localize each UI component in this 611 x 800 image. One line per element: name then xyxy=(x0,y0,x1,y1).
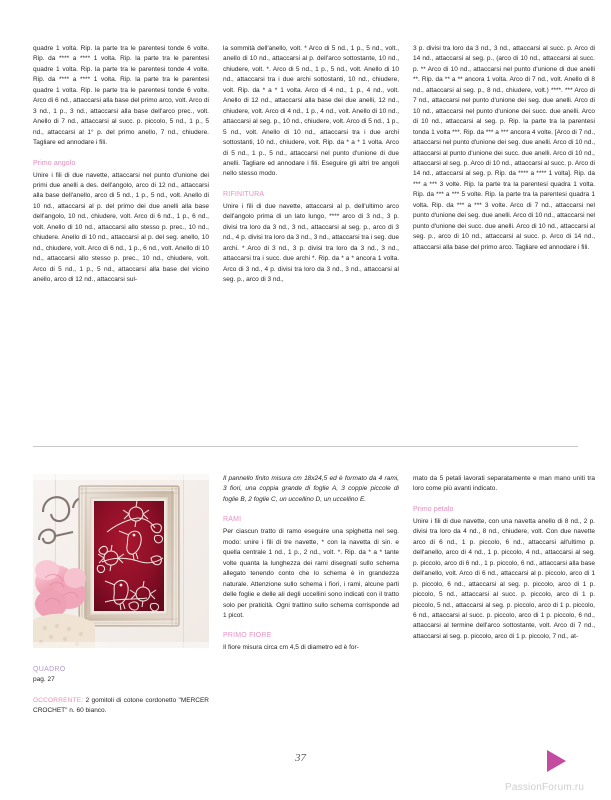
requirements-text: 2 gomitoli di cotone cordonetto "MERCER CROCHET" n. 60 bianco. xyxy=(33,697,209,715)
bottom-article-section xyxy=(0,474,611,774)
bottom-column-1 xyxy=(33,474,209,774)
paragraph: Per ciascun tratto di ramo eseguire una spighetta nel seg. modo: unire i fili di tre navette, * con la navetta di sin. e quella centrale 1 nd., 1 p., 2 nd., volt. *. Rip. da * a * tante volte quanta la lunghezza dei rami disegnati sullo schema allegato tenendo conto che lo schema è in grandezza naturale. Attenzione sullo schema i fiori, i rami, alcune parti delle foglie e delle ali degli uccellini sono indicati con il tratto solo per praticità. Ogni trattino sullo schema corrisponde ad 1 picot. xyxy=(223,528,399,619)
section-divider xyxy=(33,446,578,447)
photo-illustration xyxy=(33,474,209,648)
requirements-label: OCCORRENTE: xyxy=(33,697,84,704)
paragraph: Unire i fili di due navette, attaccarsi nel punto d'unione dei primi due anelli a des. dell'angolo, arco di 12 nd., attaccarsi alla base dell'anello, arco di 5 nd., 1 p., 5 nd., volt. Anello di 10 nd., attaccarsi al p. del primo dei due anelli alla base dell'angolo, 10 nd., chiudere, volt. Arco di 6 nd., 1 p., 6 nd., volt. Anello di 10 nd., attaccarsi allo stesso p. prec., 10 nd., chiudere. Anello di 10 nd., attaccarsi al p. del seg. anello, 10 nd., chiudere, volt. Arco di 6 nd., 1 p., 6 nd., volt. Anello di 10 nd., attaccarsi allo stesso p. prec., 10 nd., chiudere, volt. Arco di 5 nd., 1 p., 5 nd., attaccarsi alla base del vicino anello, arco di 12 nd., attaccarsi sul- xyxy=(33,171,209,284)
requirements-line xyxy=(33,696,209,717)
panel-intro-paragraph: Il pannello finito misura cm 18x24,5 ed è formato da 4 rami, 3 fiori, una coppia grande di foglie A, 3 coppie piccole di foglie B, 2 foglie C, un uccellino D, un uccellino E. xyxy=(223,475,399,503)
next-page-arrow-icon[interactable] xyxy=(547,750,566,772)
heading-primo-angolo: Primo angolo xyxy=(33,159,76,167)
top-column-2 xyxy=(223,44,399,430)
top-column-1 xyxy=(33,44,209,430)
paragraph: mato da 5 petali lavorati separatamente e man mano uniti tra loro come più avanti indicato. xyxy=(413,475,595,493)
paragraph: la sommità dell'anello, volt. * Arco di 5 nd., 1 p., 5 nd., volt., anello di 10 nd., attaccarsi al p. dell'arco sottostante, 10 nd., chiudere, volt. *. Arco di 5 nd., 1 p., 5 nd., volt. Anello di 10 nd., attaccarsi tra i due archi sottostanti, 10 nd., chiudere, volt. Rip. da * a * 1 volta. Arco di 4 nd., 1 p., 4 nd., volt. Anello di 12 nd., attaccarsi alla base dei due anelli, 12 nd., chiudere, volt. Arco di 4 nd., 1 p., 4 nd., volt. Anello di 10 nd., attaccarsi al seg. p., 10 nd., chiudere, volt. Arco di 5 nd., 1 p., 5 nd., volt. Anello di 10 nd., attaccarsi tra i due archi sottostanti, 10 nd., chiudere, volt. Rip. da * a * 1 volta. Arco di 5 nd., 1 p., 5 nd., attaccarsi nel punto d'unione di due anelli. Tagliare ed annodare i fili. Eseguire gli altri tre angoli nello stesso modo. xyxy=(223,45,399,178)
caption-page-ref: pag. 27 xyxy=(33,676,55,683)
paragraph: quadre 1 volta. Rip. la parte tra le parentesi tonde 6 volte. Rip. da **** a **** 1 volta. Rip. la parte tra le parentesi quadre 1 volta. Rip. la parte tra le parentesi tonde 4 volte. Rip. da **** a **** 1 volta. Rip. la parte tra le parentesi quadre 1 volta. Rip. le parte tra le parentesi tonde 6 volte. Arco di 6 nd., attaccarsi alla base del primo arco, volt. Arco di 3 nd., 1 p., 3 nd., attaccarsi alla base dell'arco prec., volt. Anello di 7 nd., attaccarsi al succ. p. piccolo, 5 nd., 1 p., 5 nd., attaccarsi al 1° p. del primo anello, 7 nd., chiudere. Tagliare ed annodare i fili. xyxy=(33,45,209,147)
site-watermark: PassionForum.ru xyxy=(505,782,585,793)
bottom-column-2 xyxy=(223,474,399,774)
bottom-column-3 xyxy=(413,474,595,774)
heading-rifinitura: RIFINITURA xyxy=(223,190,265,198)
page-number: 37 xyxy=(295,752,306,764)
top-column-3 xyxy=(413,44,595,430)
paragraph: 3 p. divisi tra loro da 3 nd., 3 nd., attaccarsi al succ. p. Arco di 14 nd., attaccarsi al seg. p., (arco di 10 nd., attaccarsi al succ. p. ** Arco di 10 nd., attaccarsi nel punto d'unione di due anelli **. Rip. da ** a ** ancora 1 volta. Arco di 7 nd., volt. Anello di 8 nd., attaccarsi al seg. p., 8 nd., chiudere, volt.) ****. *** Arco di 7 nd., attaccarsi nel punto d'unione dei seg. due anelli. Arco di 10 nd., attaccarsi nel punto d'unione dei succ. due anelli. Arco di 10 nd., attaccarsi al seg. p. Rip. la parte tra la parentesi tonda 1 volta ***. Rip. da *** a *** ancora 4 volte. [Arco di 7 nd., attaccarsi nel punto d'unione dei seg. due anelli. Arco di 10 nd., attaccarsi al punto d'unione dei succ. due anelli. Arco di 10 nd., attaccarsi al seg. p. Arco di 10 nd., attaccarsi al succ. p. Arco di 14 nd., attaccarsi al seg. p. Rip. da **** a **** 1 volta]. Rip. da *** a *** 3 volte. Rip. la parte tra la parentesi quadra 1 volta. Rip. da *** a *** 5 volte. Rip. la parte tra la parentesi quadra 1 volta. Rip. da *** a *** 3 volte. Arco di 7 nd., attaccarsi nel punto d'unione dei seg. due anelli. Arco di 10 nd., attaccarsi nel punto d'unione dei succ. due anelli. Arco di 10 nd., attaccarsi al seg. p., arco di 10 nd., attaccarsi al succ. p. Arco di 14 nd., attaccarsi alla base del primo arco. Tagliare ed annodare i fili. xyxy=(413,45,595,251)
paragraph: Unire i fili di due navette, attaccarsi al p. dell'ultimo arco dell'angolo prima di un lato lungo, **** arco di 3 nd., 3 p. divisi tra loro da 3 nd., 3 nd., attaccarsi al seg. p., arco di 3 nd., 4 p. divisi tra loro da 3 nd., 3 nd., attaccarsi tra i seg. due archi. * Arco di 3 nd., 3 p. divisi tra loro da 3 nd., 3 nd., attaccarsi tra i succ. due archi *. Rip. da * a * ancora 1 volta. Arco di 3 nd., 4 p. divisi tra loro da 3 nd., 3 nd., attaccarsi al seg. p., arco di 3 nd., xyxy=(223,202,399,284)
caption-title: QUADRO xyxy=(33,666,66,673)
paragraph: Unire i fili di due navette, con una navetta anello di 8 nd., 2 p. divisi tra loro da 4 nd., 8 nd., chiudere, volt. Con due navette arco di 6 nd., 1 p. piccolo, 6 nd., attaccarsi all'ultimo p. dell'anello, arco di 4 nd., 1 p. piccolo, 4 nd., attaccarsi al seg. p. piccolo, arco di 6 nd., 1 p. piccolo, 6 nd., attaccarsi alla base dell'anello, volt. Arco di 6 nd., attaccarsi al p. piccolo, arco di 1 p. piccolo, 6 nd., attaccarsi al seg. p. piccolo, arco di 1 p. piccolo, 5 nd., attaccarsi al succ. p. piccolo, arco di 1 p. piccolo, 5 nd., attaccarsi al seg. p. piccolo, arco di 1 p. piccolo, 6 nd., attaccarsi al succ. p. piccolo, arco di 1 p. piccolo, 6 nd., attaccarsi al termine dell'arco sottostante, volt. Arco di 7 nd., attaccarsi al seg. p. piccolo, arco di 1 p. piccolo, 7 nd., at- xyxy=(413,517,595,640)
paragraph: Il fiore misura circa cm 4,5 di diametro ed è for- xyxy=(223,644,359,652)
heading-rami: RAMI xyxy=(223,516,242,524)
heading-primo-petalo: Primo petalo xyxy=(413,505,454,513)
framed-embroidery-photo xyxy=(33,474,209,648)
heading-primo-fiore: PRIMO FIORE xyxy=(223,632,272,640)
